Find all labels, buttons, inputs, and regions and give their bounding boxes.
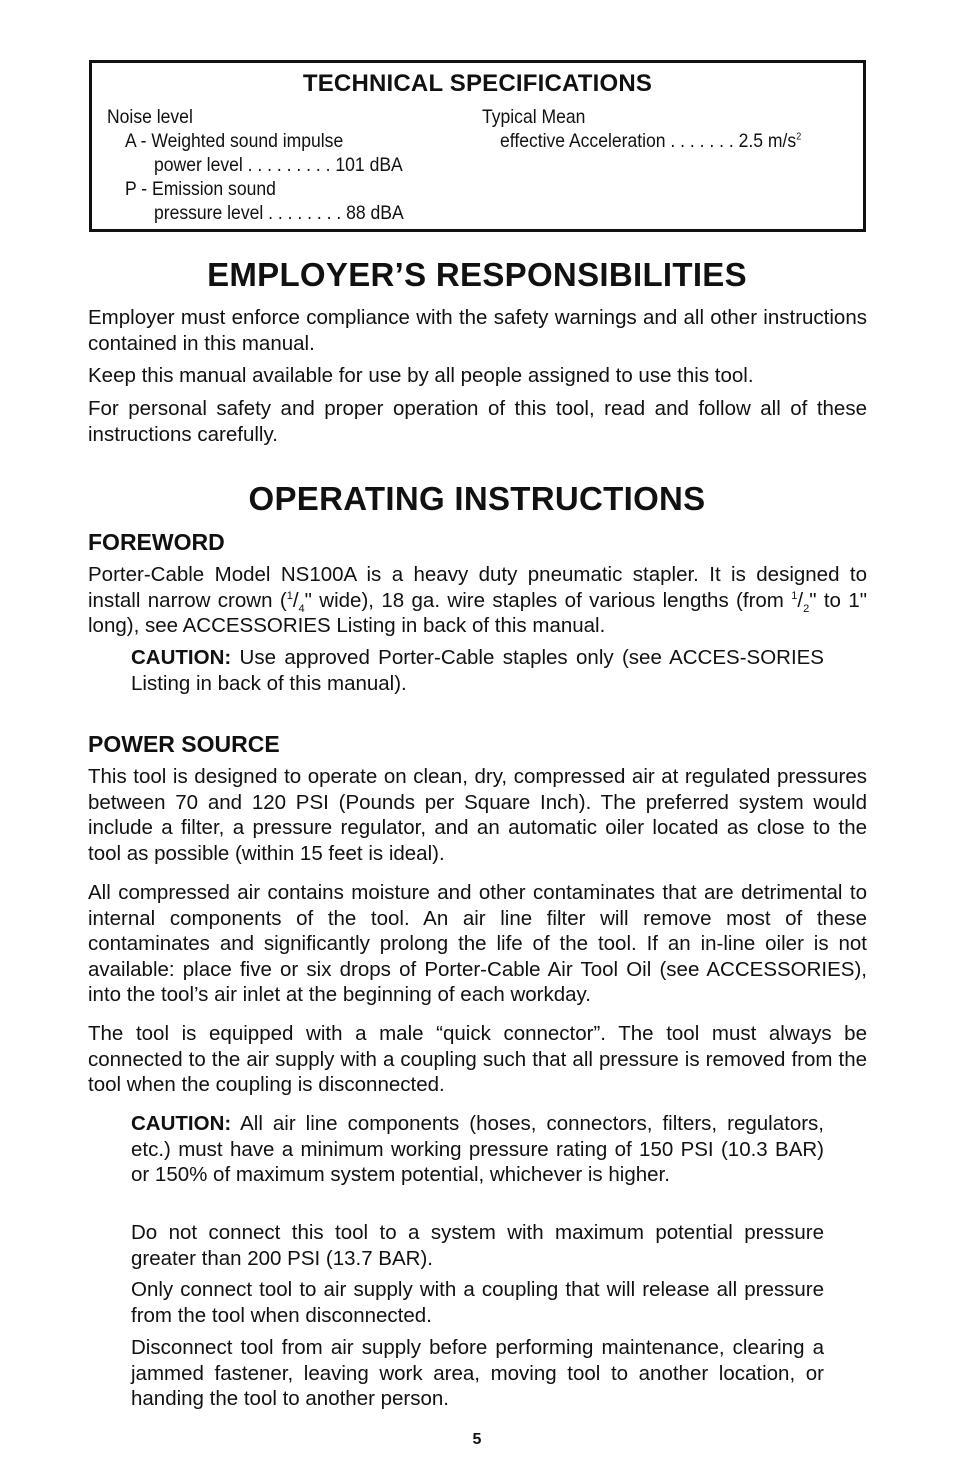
page-number: 5 — [472, 1431, 482, 1448]
foreword-text-a: Porter-Cable Model NS100A is a heavy duty pneumatic stapler. It is designed to install narrow crown ( — [88, 563, 867, 612]
p-emission-label: P - Emission sound — [125, 178, 276, 200]
caution-staples — [131, 645, 824, 696]
foreword-text-b: " wide), 18 ga. wire staples of various lengths (from — [304, 588, 792, 612]
power-source-heading: POWER SOURCE — [88, 731, 280, 757]
power-paragraph-1: This tool is designed to operate on clean, dry, compressed air at regulated pressures between 70 and 120 PSI (Pounds per Square Inch). The preferred system would include a filter, a pressure regulator, and an automatic oiler located as close to the tool as possible (within 15 feet is ideal). — [88, 765, 867, 865]
power-paragraph-3: The tool is equipped with a male “quick connector”. The tool must always be connected to the air supply with a coupling such that all pressure is removed from the tool when the coupling is disconnected. — [88, 1022, 867, 1096]
fraction-2-numerator: 1 — [791, 589, 798, 602]
employer-responsibilities-heading: EMPLOYER’S RESPONSIBILITIES — [207, 256, 747, 293]
fraction-2-denominator: 2 — [803, 602, 810, 615]
tech-specs-box — [89, 60, 866, 232]
tech-specs-title: TECHNICAL SPECIFICATIONS — [302, 70, 653, 97]
operating-instructions-heading: OPERATING INSTRUCTIONS — [248, 480, 706, 517]
caution-note-1: Do not connect this tool to a system with maximum potential pressure greater than 200 PSI (13.7 BAR). — [131, 1221, 824, 1270]
power-paragraph-2: All compressed air contains moisture and other contaminates that are detrimental to internal components of the tool. An air line filter will remove most of these contaminates and significantly prolong the life of the tool. If an in-line oiler is not available: place five or six drops of Porter-Cable Air Tool Oil (see ACCESSORIES), into the tool’s air inlet at the beginning of each workday. — [88, 881, 867, 1006]
acceleration-superscript: 2 — [796, 131, 802, 143]
noise-level-label: Noise level — [107, 106, 193, 128]
fraction-1-denominator: 4 — [298, 602, 305, 615]
acceleration-line — [500, 130, 801, 153]
employer-paragraph-1: Employer must enforce compliance with the safety warnings and all other instructions contained in this manual. — [88, 306, 867, 355]
caution-staples-text: Use approved Porter-Cable staples only (see ACCES-SORIES Listing in back of this manual). — [131, 646, 824, 695]
a-weighted-label: A - Weighted sound impulse — [125, 130, 344, 152]
caution-air-components-text: All air line components (hoses, connectors, filters, regulators, etc.) must have a minimum working pressure rating of 150 PSI (10.3 BAR) or 150% of maximum system potential, whichever is higher. — [131, 1112, 824, 1186]
caution-note-2: Only connect tool to air supply with a coupling that will release all pressure from the tool when disconnected. — [131, 1278, 824, 1327]
foreword-heading: FOREWORD — [88, 529, 225, 555]
acceleration-text: effective Acceleration . . . . . . . 2.5 m/s — [500, 130, 797, 152]
foreword-text-c: " to 1" long), see ACCESSORIES Listing in back of this manual. — [88, 588, 868, 637]
typical-mean-label: Typical Mean — [482, 106, 586, 128]
caution-label-2: CAUTION: — [131, 1112, 232, 1135]
caution-air-components — [131, 1111, 824, 1188]
a-weighted-value: power level . . . . . . . . . 101 dBA — [154, 154, 403, 176]
caution-note-3: Disconnect tool from air supply before performing maintenance, clearing a jammed fastener, leaving work area, moving tool to another location, or handing the tool to another person. — [131, 1336, 824, 1410]
foreword-paragraph: Porter-Cable Model NS100A is a heavy duty pneumatic stapler. It is designed to install narrow crown ($^1/_4$" wide), 18 ga. wire staples of various lengths (from $^1/_2$" to 1" long), see ACCESSORIES Listing in back of this manual. — [88, 563, 868, 637]
employer-paragraph-2: Keep this manual available for use by all people assigned to use this tool. — [88, 364, 754, 387]
employer-paragraph-3: For personal safety and proper operation of this tool, read and follow all of these instructions carefully. — [88, 397, 867, 446]
p-emission-value: pressure level . . . . . . . . 88 dBA — [154, 202, 404, 224]
caution-label: CAUTION: — [131, 646, 232, 669]
fraction-1-numerator: 1 — [286, 589, 293, 602]
